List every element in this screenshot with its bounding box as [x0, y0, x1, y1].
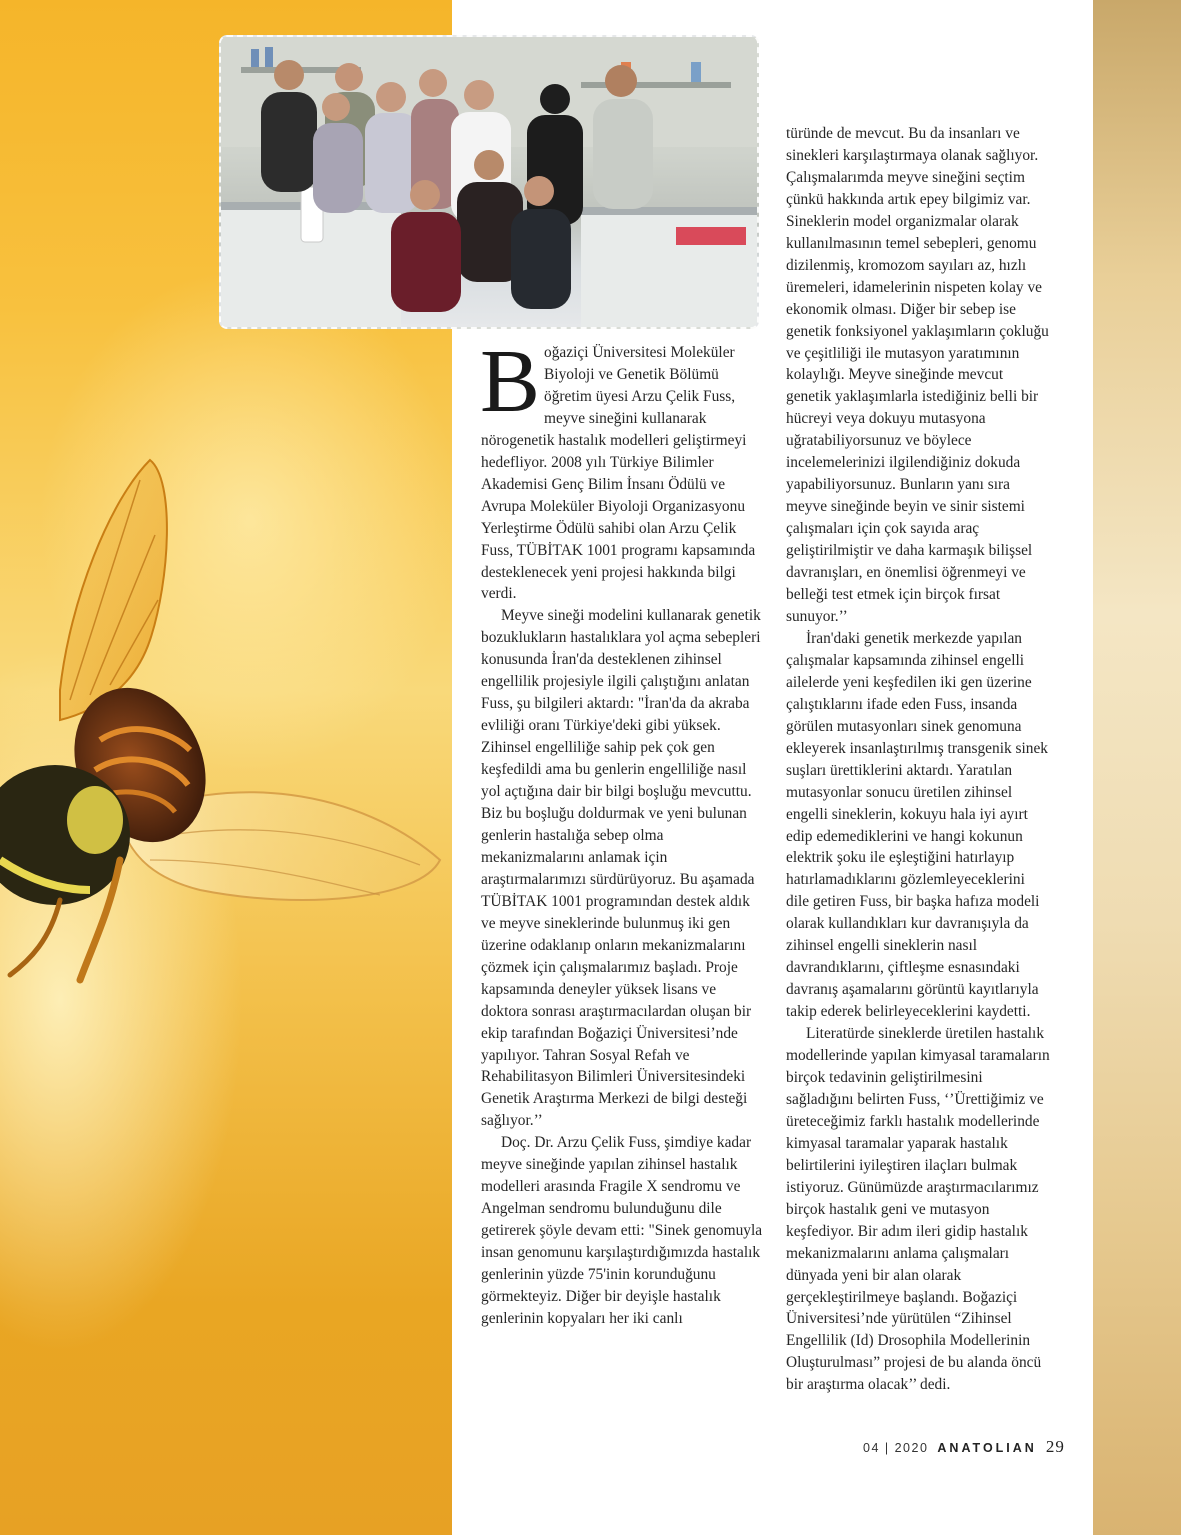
right-edge-photo-strip [1093, 0, 1181, 1535]
magazine-name: ANATOLIAN [937, 1441, 1037, 1455]
article-column-2 [786, 123, 1051, 1396]
article-column-1 [480, 332, 766, 1330]
page-number: 29 [1045, 1437, 1065, 1456]
article-paragraph: Literatürde sineklerde üretilen hastalık modellerinde yapılan kimyasal taramaların birçok tedavinin geliştirilmesini sağladığını belirten Fuss, ‘’Ürettiğimiz ve üreteceğimiz farklı hastalık modellerinde kimyasal taramalar yaparak hastalık belirtilerini iyileştiren ilaçları bulmak istiyoruz. Günümüzde araştırmacılarımız birçok hastalık geni ve mutasyon keşfediyor. Bir adım ileri gidip hastalık mekanizmalarını anlama çalışmaları dünyada yeni bir alan olarak gerçekleştirilmeye başlandı. Boğaziçi Üniversitesi’nde yürütülen “Zihinsel Engellilik (Id) Drosophila Modellerinin Oluşturulması” projesi de bu alanda öncü bir araştırma olacak’’ dedi. [786, 1025, 1050, 1394]
lab-group-photo [219, 35, 759, 329]
article-paragraph: Meyve sineği modelini kullanarak genetik bozuklukların hastalıklara yol açma sebepleri konusunda İran'da desteklenen zihinsel engellilik projesiyle ilgili çalıştığını anlatan Fuss, şu bilgileri aktardı: "İran'da da akraba evliliği oranı Türkiye'deki gibi yüksek. Zihinsel engelliliğe sahip pek çok gen keşfedildi ama bu genlerin engelliliğe nasıl yol açtığına dair bir bilgi boşluğu mevcuttu. Biz bu boşluğu doldurmak ve yeni bulunan genlerin hastalığa sebep olma mekanizmalarını anlamak için araştırmalarımızı sürdürüyoruz. Bu aşamada TÜBİTAK 1001 programından destek aldık ve meyve sineklerinde bulunmuş iki gen üzerine odaklanıp onların mekanizmalarını çözmek için çalışmalarımız başladı. Proje kapsamında deneyler yüksek lisans ve doktora sonrası araştırmacılardan oluşan bir ekip tarafından Boğaziçi Üniversitesi’nde yapılıyor. Tahran Sosyal Refah ve Rehabilitasyon Bilimleri Üniversitesindeki Genetik Araştırma Merkezi de bilgi desteği sağlıyor.’’ [481, 607, 761, 1130]
article-paragraph [480, 332, 766, 605]
issue-date: 04 | 2020 [863, 1441, 929, 1455]
article-paragraph: türünde de mevcut. Bu da insanları ve sinekleri karşılaştırmaya olanak sağlıyor. Çalışmalarımda meyve sineğini seçtim çünkü hakkında artık epey bilgimiz var. Sineklerin model organizmalar olarak kullanılmasının temel sebepleri, genomu dizilenmiş, kromozom sayıları az, hızlı üremeleri, idamelerinin nispeten kolay ve ekonomik olması. Diğer bir sebep ise genetik fonksiyonel yaklaşımların çokluğu ve çeşitliliği ile mutasyon yaratımının kolaylığı. Meyve sineğinde mevcut genetik yaklaşımlarla istediğiniz belli bir hücreyi veya dokuyu mutasyona uğratabiliyorsunuz ve böylece incelemelerinizi ilgilendiğiniz dokuda yapabiliyorsunuz. Bunların yanı sıra meyve sineğinde beyin ve sinir sistemi çalışmaları için çok sayıda araç geliştirilmiştir ve daha karmaşık bilişsel davranışları, en önemlisi öğrenmeyi ve belleği test etmek için birçok fırsat sunuyor.’’ [786, 125, 1049, 625]
article-paragraph: Doç. Dr. Arzu Çelik Fuss, şimdiye kadar meyve sineğinde yapılan zihinsel hastalık modelleri arasında Fragile X sendromu ve Angelman sendromu bulunduğunu dile getirerek şöyle devam etti: "Sinek genomuyla insan genomunu karşılaştırdığımızda hastalık genlerinin yüzde 75'inin korunduğunu görmekteyiz. Diğer bir deyişle hastalık genlerinin kopyaları her iki canlı [481, 1134, 763, 1327]
page-folio [863, 1437, 1065, 1457]
article-paragraph: İran'daki genetik merkezde yapılan çalışmalar kapsamında zihinsel engelli ailelerde yeni keşfedilen iki gen üzerine çalıştıklarını ifade eden Fuss, insanda görülen mutasyonları sinek genomuna ekleyerek insanlaştırılmış transgenik sinek suşları ürettiklerini aktardı. Yaratılan mutasyonlar sonucu üretilen zihinsel engelli sineklerin, kokuyu hala iyi ayırt edip edemediklerini ve hangi kokunun elektrik şoku ile eşleştiğini hatırlayıp hatırlamadıklarını gözlemleyeceklerini dile getiren Fuss, bir başka hafıza modeli olarak kullandıkları kur davranışıyla da zihinsel engelli sineklerin nasıl davrandıklarını, çiftleşme esnasındaki davranış aşamalarını görüntü kayıtlarıyla takip ederek belirleyeceklerini kaydetti. [786, 629, 1049, 1021]
drop-cap: B [480, 332, 541, 431]
paragraph-text: oğaziçi Üniversitesi Moleküler Biyoloji ve Genetik Bölümü öğretim üyesi Arzu Çelik Fuss, meyve sineğini kullanarak nörogenetik hastalık modelleri geliştirmeyi hedefliyor. 2008 yılı Türkiye Bilimler Akademisi Genç Bilim İnsanı Ödülü ve Avrupa Moleküler Biyoloji Organizasyonu Yerleştirme Ödülü sahibi olan Arzu Çelik Fuss, TÜBİTAK 1001 programı kapsamında desteklenecek yeni projesi hakkında bilgi verdi. [481, 344, 756, 603]
fruit-fly-illustration [0, 440, 452, 1000]
